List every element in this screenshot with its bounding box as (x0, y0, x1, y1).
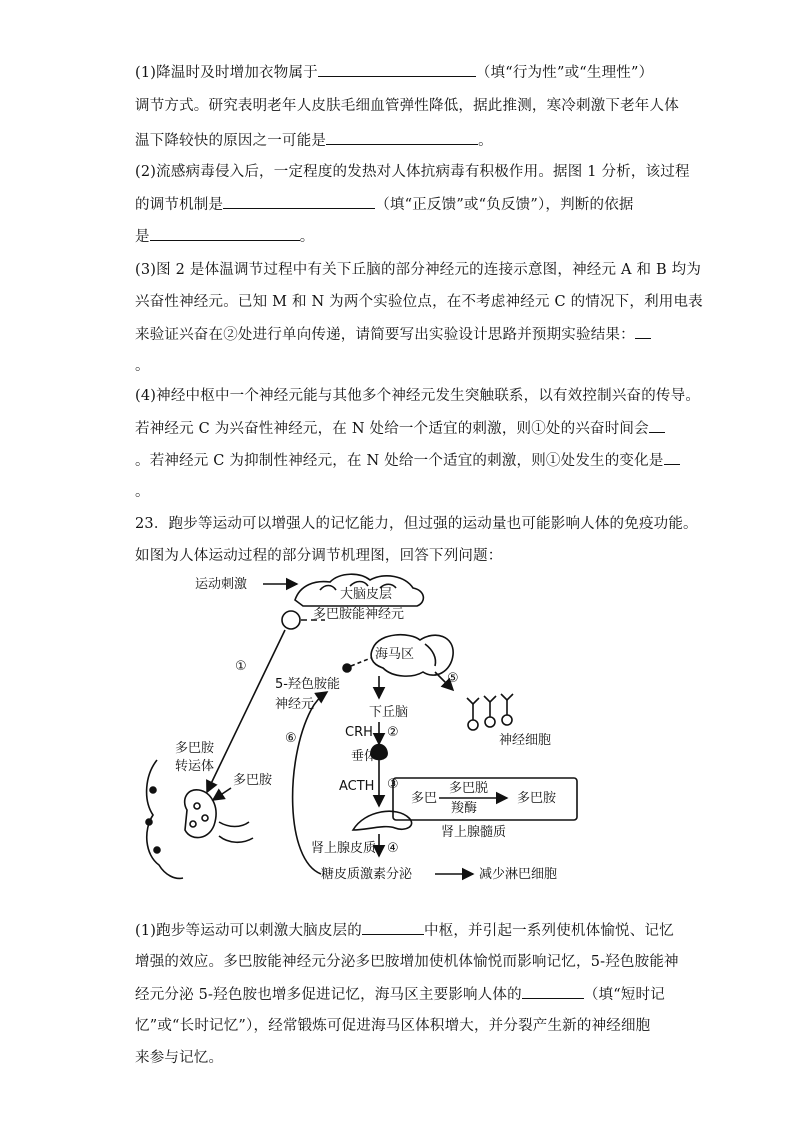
q22-2-line3 (135, 226, 314, 247)
label-motion-stimulus: 运动刺激 (195, 577, 248, 592)
text: 温下降较快的原因之一可能是 (135, 133, 327, 149)
answer-blank[interactable] (318, 62, 476, 77)
label-enzyme-2: 羧酶 (451, 801, 478, 816)
answer-blank[interactable] (362, 920, 424, 935)
q22-3-line1: (3)图 2 是体温调节过程中有关下丘脑的部分神经元的连接示意图，神经元 A 和 B 均为 (135, 262, 702, 278)
text: 的调节机制是 (135, 197, 224, 213)
dopamine-neuron-body (282, 611, 300, 629)
text: 经元分泌 5-羟色胺也增多促进记忆，海马区主要影响人体的 (135, 987, 522, 1003)
q22-3-line2: 兴奋性神经元。已知 M 和 N 为两个实验位点，在不考虑神经元 C 的情况下，利用电表 (135, 294, 703, 310)
q23-1-line1 (135, 920, 674, 941)
label-adrenal-cortex: 肾上腺皮质 (311, 841, 377, 856)
answer-blank[interactable] (649, 418, 665, 433)
q23-intro-line1: 23．跑步等运动可以增强人的记忆能力，但过强的运动量也可能影响人体的免疫功能。 (135, 516, 698, 532)
nerve-cell-glyphs (467, 694, 513, 730)
label-step-6: ⑥ (285, 731, 297, 746)
text: （填“短时记 (583, 987, 665, 1003)
q22-1-line2: 调节方式。研究表明老年人皮肤毛细血管弹性降低，据此推测，寒冷刺激下老年人体 (135, 98, 679, 114)
q22-1-line1 (135, 62, 653, 83)
figure-svg (135, 560, 605, 900)
text: 中枢，并引起一系列使机体愉悦、记忆 (423, 923, 674, 939)
answer-blank[interactable] (664, 450, 680, 465)
q23-1-line3 (135, 984, 665, 1005)
label-hippocampus: 海马区 (375, 647, 415, 662)
q23-1-line5: 来参与记忆。 (135, 1050, 224, 1066)
label-serotonin-neuron-1: 5-羟色胺能 (275, 677, 340, 692)
text: （填“正反馈”或“负反馈”），判断的依据 (375, 197, 634, 213)
answer-blank[interactable] (326, 130, 478, 145)
text: 。 (478, 133, 493, 149)
label-step-1: ① (235, 659, 247, 674)
label-step-3: ③ (387, 777, 399, 792)
label-glucocorticoid: 糖皮质激素分泌 (321, 867, 413, 882)
q23-1-line2: 增强的效应。多巴胺能神经元分泌多巴胺增加使机体愉悦而影响记忆，5-羟色胺能神 (135, 954, 679, 970)
q22-4-line1: (4)神经中枢中一个神经元能与其他多个神经元发生突触联系，以有效控制兴奋的传导。 (135, 388, 701, 404)
q22-3-line4: 。 (135, 358, 150, 374)
label-enzyme-product: 多巴胺 (517, 791, 557, 806)
q22-2-line2 (135, 194, 634, 215)
label-crh: CRH (345, 725, 373, 740)
label-acth: ACTH (339, 779, 375, 794)
label-dopamine-neuron: 多巴胺能神经元 (313, 607, 405, 622)
answer-blank[interactable] (635, 324, 651, 339)
q22-2-line1: (2)流感病毒侵入后，一定程度的发热对人体抗病毒有积极作用。据图 1 分析，该过程 (135, 164, 690, 180)
label-dopamine: 多巴胺 (233, 773, 273, 788)
q22-4-line4: 。 (135, 484, 150, 500)
q23-1-line4: 忆”或“长时记忆”），经常锻炼可促进海马区体积增大，并分裂产生新的神经细胞 (135, 1018, 651, 1034)
label-serotonin-neuron-2: 神经元 (275, 697, 315, 712)
text: 来验证兴奋在②处进行单向传递，请简要写出实验设计思路并预期实验结果： (135, 327, 635, 343)
label-step-2: ② (387, 725, 399, 740)
text: (1)跑步等运动可以刺激大脑皮层的 (135, 923, 362, 939)
label-cortex: 大脑皮层 (340, 587, 393, 602)
label-pituitary: 垂体 (351, 749, 378, 764)
answer-blank[interactable] (150, 226, 300, 241)
label-adrenal-medulla: 肾上腺髓质 (441, 825, 507, 840)
label-transporter-2: 转运体 (175, 759, 215, 774)
q22-4-line2 (135, 418, 665, 439)
label-hypothalamus: 下丘脑 (369, 705, 409, 720)
label-nerve-cell: 神经细胞 (499, 733, 552, 748)
axon-curve (147, 760, 183, 878)
label-enzyme-1: 多巴脱 (449, 781, 489, 796)
text: 若神经元 C 为兴奋性神经元，在 N 处给一个适宜的刺激，则①处的兴奋时间会 (135, 421, 649, 437)
answer-blank[interactable] (522, 984, 584, 999)
label-step-4: ④ (387, 841, 399, 856)
q22-1-line3 (135, 130, 493, 151)
q22-3-line3 (135, 324, 651, 345)
label-enzyme-substrate: 多巴 (411, 791, 438, 806)
synapse-terminal (185, 790, 216, 838)
label-lymphocyte: 减少淋巴细胞 (479, 867, 558, 882)
label-step-5: ⑤ (447, 671, 459, 686)
text: 。若神经元 C 为抑制性神经元，在 N 处给一个适宜的刺激，则①处发生的变化是 (135, 453, 664, 469)
answer-blank[interactable] (223, 194, 375, 209)
text: 。 (299, 229, 315, 245)
label-transporter-1: 多巴胺 (175, 741, 215, 756)
text: 是 (135, 229, 150, 245)
text: (1)降温时及时增加衣物属于 (135, 65, 318, 81)
q22-4-line3 (135, 450, 680, 471)
text: （填“行为性”或“生理性”） (475, 65, 654, 81)
q23-intro-line2: 如图为人体运动过程的部分调节机理图，回答下列问题： (135, 548, 503, 564)
regulation-mechanism-figure (135, 560, 605, 900)
